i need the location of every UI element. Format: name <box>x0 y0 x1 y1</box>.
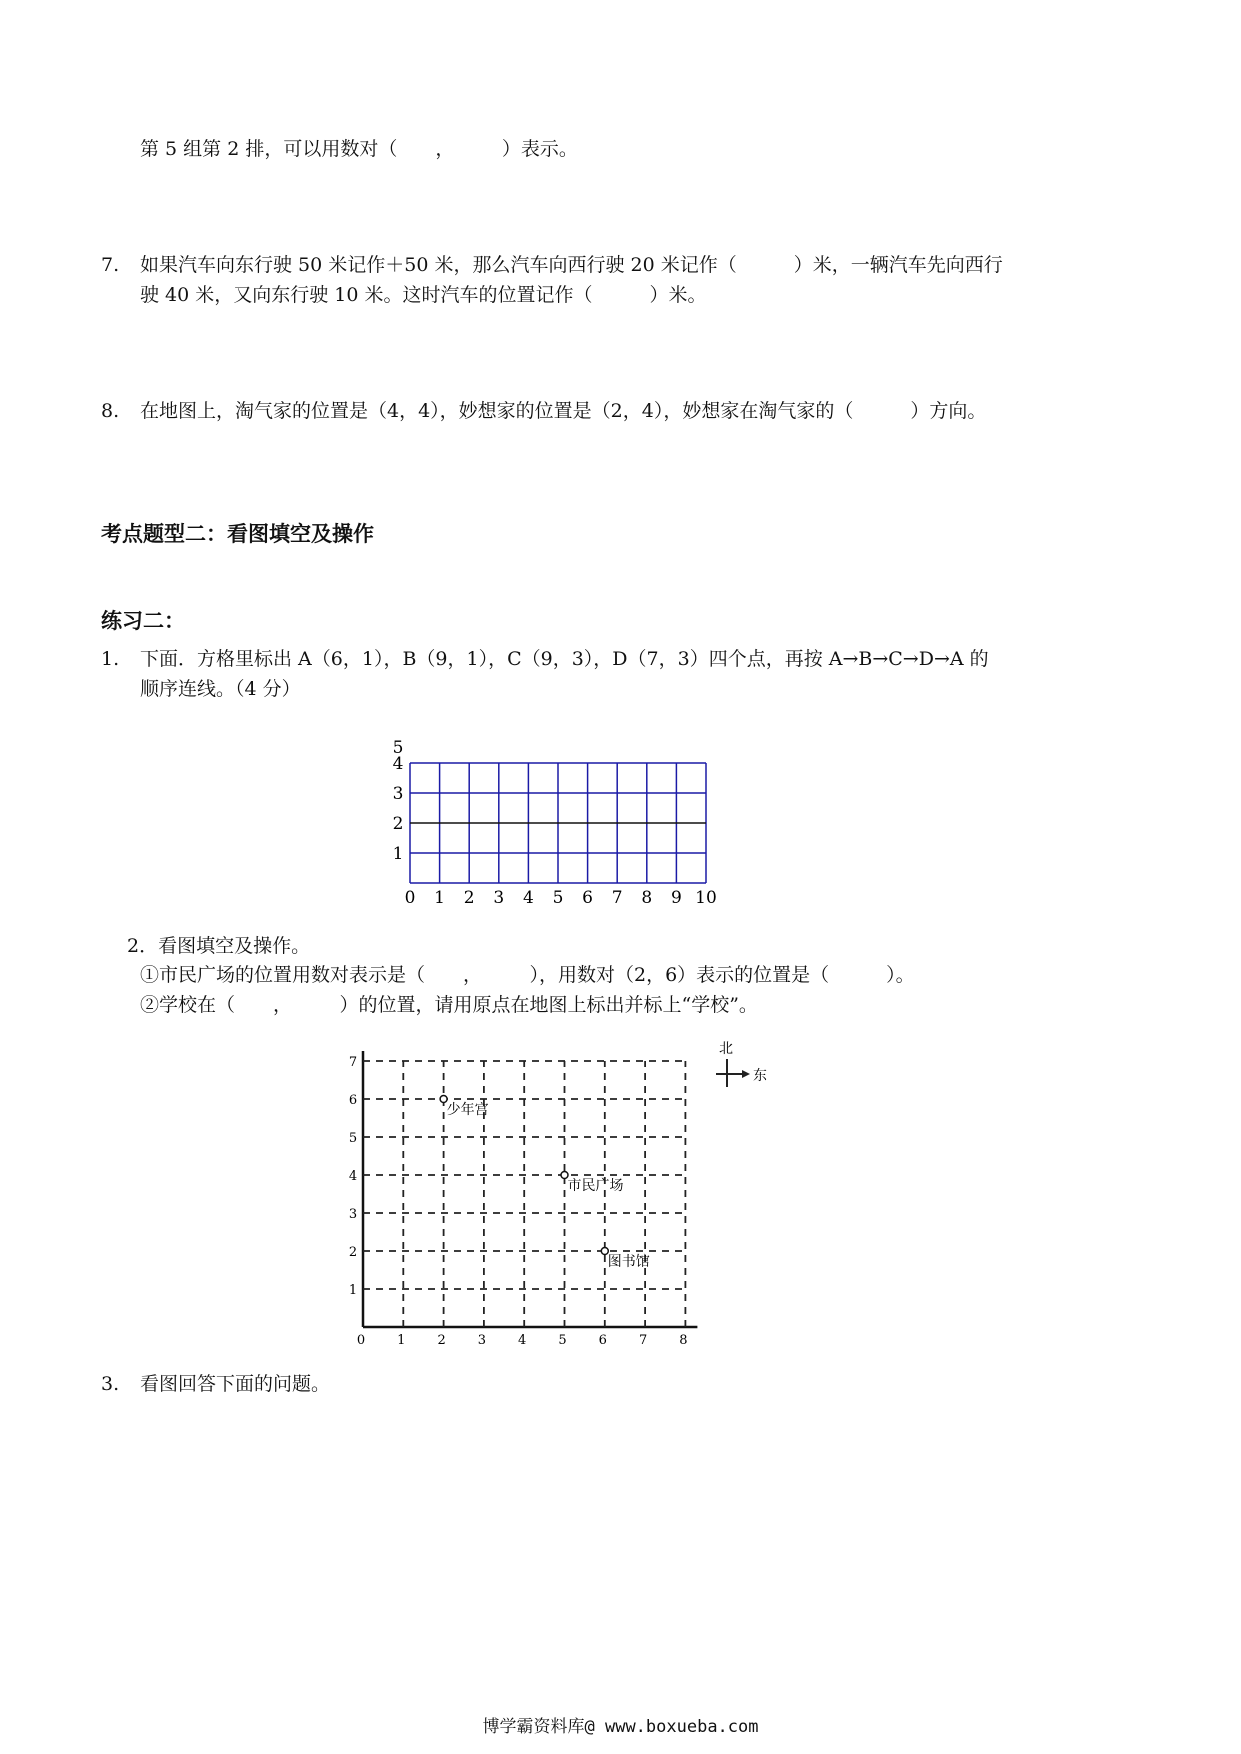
map-y-label: 5 <box>348 1131 358 1146</box>
map-x-label: 3 <box>477 1333 487 1348</box>
coordinate-grid <box>380 720 730 920</box>
practice-title: 练习二： <box>101 609 185 633</box>
grid-x-label: 1 <box>434 888 446 908</box>
grid-x-label: 3 <box>493 888 505 908</box>
map-y-label: 6 <box>348 1093 358 1108</box>
grid-x-label: 7 <box>611 888 623 908</box>
map-y-label: 1 <box>348 1283 358 1298</box>
p2-sub2: ②学校在（ ， ）的位置，请用原点在地图上标出并标上“学校”。 <box>140 994 758 1016</box>
q8-line1: 在地图上，淘气家的位置是（4，4），妙想家的位置是（2，4），妙想家在淘气家的（ ）方向。 <box>140 400 987 422</box>
p2-line1: 2．看图填空及操作。 <box>127 935 311 957</box>
city-map <box>330 1035 790 1355</box>
compass-north-label: 北 <box>719 1041 733 1057</box>
map-x-label: 5 <box>558 1333 567 1348</box>
map-y-label: 7 <box>348 1055 358 1070</box>
section-title: 考点题型二：看图填空及操作 <box>101 522 374 546</box>
p1-line1: 下面．方格里标出 A（6，1），B（9，1），C（9，3），D（7，3）四个点，再按 A→B→C→D→A 的 <box>140 648 989 670</box>
grid-y-label: 2 <box>392 814 404 834</box>
place-label: 少年宫 <box>446 1102 489 1118</box>
place-label: 图书馆 <box>607 1254 650 1270</box>
grid-x-labels <box>405 888 717 908</box>
q-top-line: 第 5 组第 2 排，可以用数对（ ， ）表示。 <box>140 138 578 160</box>
map-x-label: 8 <box>679 1333 688 1348</box>
grid-y-label: 1 <box>392 844 404 864</box>
place-label: 市民广场 <box>567 1178 624 1194</box>
map-x-label: 4 <box>518 1333 527 1348</box>
grid-y-label: 3 <box>392 784 404 804</box>
map-x-label: 7 <box>638 1333 648 1348</box>
p3-line1: 看图回答下面的问题。 <box>140 1373 331 1395</box>
map-x-label: 1 <box>397 1333 406 1348</box>
compass-east-label: 东 <box>753 1068 767 1084</box>
q7-number: 7. <box>101 254 120 276</box>
grid-y-label: 5 <box>392 738 404 758</box>
map-y-label: 3 <box>348 1207 358 1222</box>
grid-x-label: 8 <box>641 888 653 908</box>
map-x-label: 2 <box>437 1333 446 1348</box>
p2-sub1: ①市民广场的位置用数对表示是（ ， ），用数对（2，6）表示的位置是（ ）。 <box>140 964 915 986</box>
map-places <box>440 1096 650 1271</box>
map-y-labels <box>349 1055 357 1298</box>
q7-line2: 驶 40 米，又向东行驶 10 米。这时汽车的位置记作（ ）米。 <box>140 284 707 306</box>
map-y-label: 4 <box>348 1169 358 1184</box>
grid-x-label: 6 <box>582 888 594 908</box>
grid-x-label: 0 <box>404 888 416 908</box>
p1-number: 1. <box>101 648 120 670</box>
grid-x-label: 10 <box>695 888 717 908</box>
grid-y-labels <box>393 738 404 864</box>
map-x-label: 6 <box>598 1333 607 1348</box>
p1-line2: 顺序连线。（4 分） <box>140 678 301 700</box>
p3-number: 3. <box>101 1373 120 1395</box>
map-x-labels <box>357 1333 688 1348</box>
grid-x-label: 5 <box>552 888 564 908</box>
grid-x-label: 4 <box>522 888 534 908</box>
q8-number: 8. <box>101 400 120 422</box>
map-grid <box>363 1051 697 1327</box>
footer: 博学霸资料库@ www.boxueba.com <box>482 1717 759 1737</box>
compass <box>716 1041 767 1087</box>
q7-line1: 如果汽车向东行驶 50 米记作＋50 米，那么汽车向西行驶 20 米记作（ ）米，一辆汽车先向西行 <box>140 254 1003 276</box>
grid-x-label: 9 <box>670 888 682 908</box>
grid-x-label: 2 <box>463 888 475 908</box>
map-y-label: 2 <box>348 1245 358 1260</box>
map-x-label: 0 <box>356 1333 366 1348</box>
grid-y-label: 4 <box>392 754 404 774</box>
grid-lines <box>410 763 706 883</box>
